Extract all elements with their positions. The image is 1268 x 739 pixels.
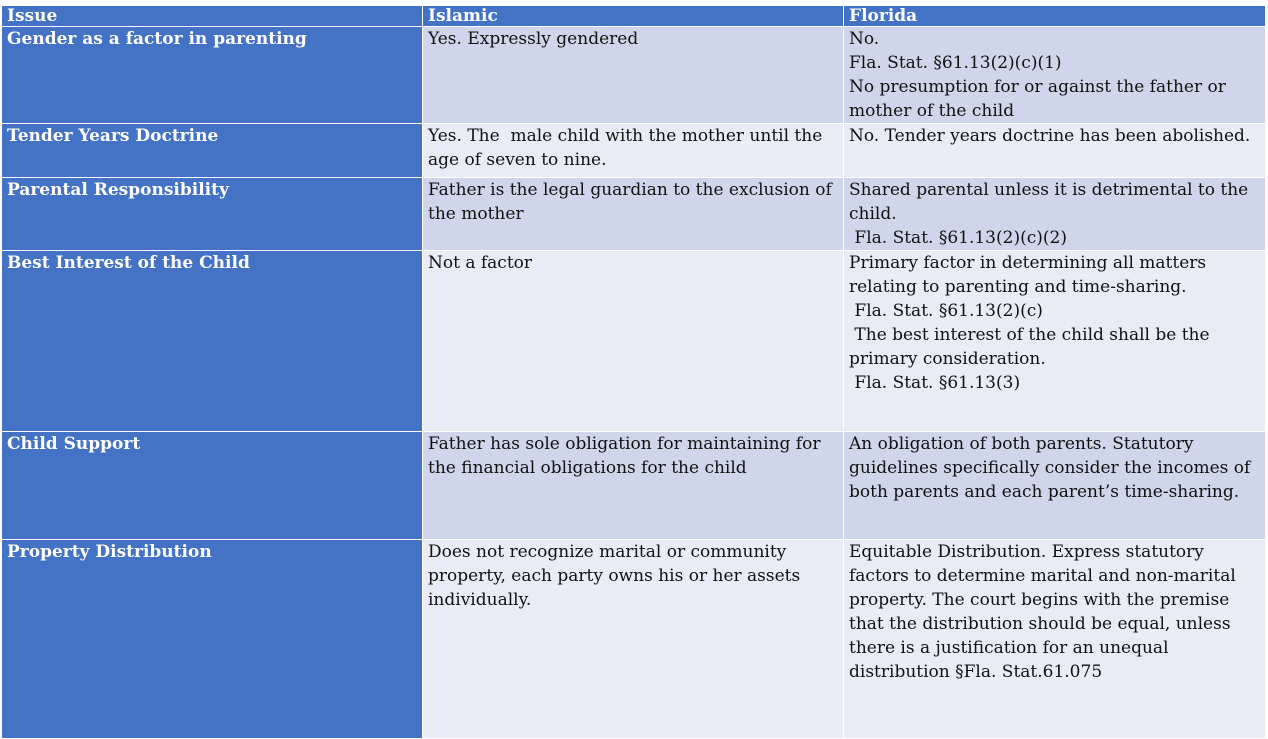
cell-text: Father is the legal guardian to the exclusion of the mother — [428, 180, 838, 224]
header-issue: Issue — [2, 6, 423, 27]
table-row — [2, 178, 1266, 251]
table-row — [2, 27, 1266, 124]
cell-text: Fla. Stat. §61.13(2)(c)(2) — [849, 228, 1067, 248]
cell-text: No. — [849, 29, 880, 49]
islamic-cell — [423, 432, 844, 540]
cell-text: Yes. Expressly gendered — [428, 29, 639, 49]
issue-cell: Property Distribution — [2, 540, 423, 739]
islamic-cell — [423, 27, 844, 124]
cell-text: Yes. The male child with the mother until the age of seven to nine. — [428, 126, 828, 170]
florida-cell — [844, 540, 1266, 739]
cell-text: Primary factor in determining all matters relating to parenting and time-sharing. — [849, 253, 1212, 297]
cell-text: Father has sole obligation for maintaining for the financial obligations for the child — [428, 434, 826, 478]
cell-text: The best interest of the child shall be the primary consideration. — [849, 325, 1215, 369]
cell-text: Does not recognize marital or community property, each party owns his or her assets individually. — [428, 542, 806, 610]
islamic-cell — [423, 540, 844, 739]
islamic-cell — [423, 124, 844, 178]
cell-text: Not a factor — [428, 253, 533, 273]
cell-text: Fla. Stat. §61.13(2)(c)(1) — [849, 53, 1062, 73]
cell-text: Fla. Stat. §61.13(2)(c) — [849, 301, 1043, 321]
header-florida: Florida — [844, 6, 1266, 27]
florida-cell — [844, 124, 1266, 178]
table-row — [2, 251, 1266, 432]
cell-text: Shared parental unless it is detrimental to the child. — [849, 180, 1254, 224]
issue-cell: Tender Years Doctrine — [2, 124, 423, 178]
cell-text: An obligation of both parents. Statutory guidelines specifically consider the incomes of both parents and each parent’s time-sharing. — [849, 434, 1256, 502]
header-islamic: Islamic — [423, 6, 844, 27]
table-row — [2, 432, 1266, 540]
table-row — [2, 124, 1266, 178]
florida-cell — [844, 251, 1266, 432]
florida-cell — [844, 27, 1266, 124]
header-row — [2, 6, 1266, 27]
florida-cell — [844, 178, 1266, 251]
cell-text: Fla. Stat. §61.13(3) — [849, 373, 1021, 393]
comparison-table — [1, 5, 1266, 739]
cell-text: No. Tender years doctrine has been abolished. — [849, 126, 1251, 146]
issue-cell: Parental Responsibility — [2, 178, 423, 251]
cell-text: No presumption for or against the father or mother of the child — [849, 77, 1232, 121]
cell-text: Equitable Distribution. Express statutory factors to determine marital and non-marital property. The court begins with the premise that the distribution should be equal, unless there is a justification for an unequal distribution §Fla. Stat.61.075 — [849, 542, 1242, 682]
table-row — [2, 540, 1266, 739]
issue-cell: Child Support — [2, 432, 423, 540]
issue-cell: Gender as a factor in parenting — [2, 27, 423, 124]
florida-cell — [844, 432, 1266, 540]
islamic-cell — [423, 178, 844, 251]
islamic-cell — [423, 251, 844, 432]
issue-cell: Best Interest of the Child — [2, 251, 423, 432]
